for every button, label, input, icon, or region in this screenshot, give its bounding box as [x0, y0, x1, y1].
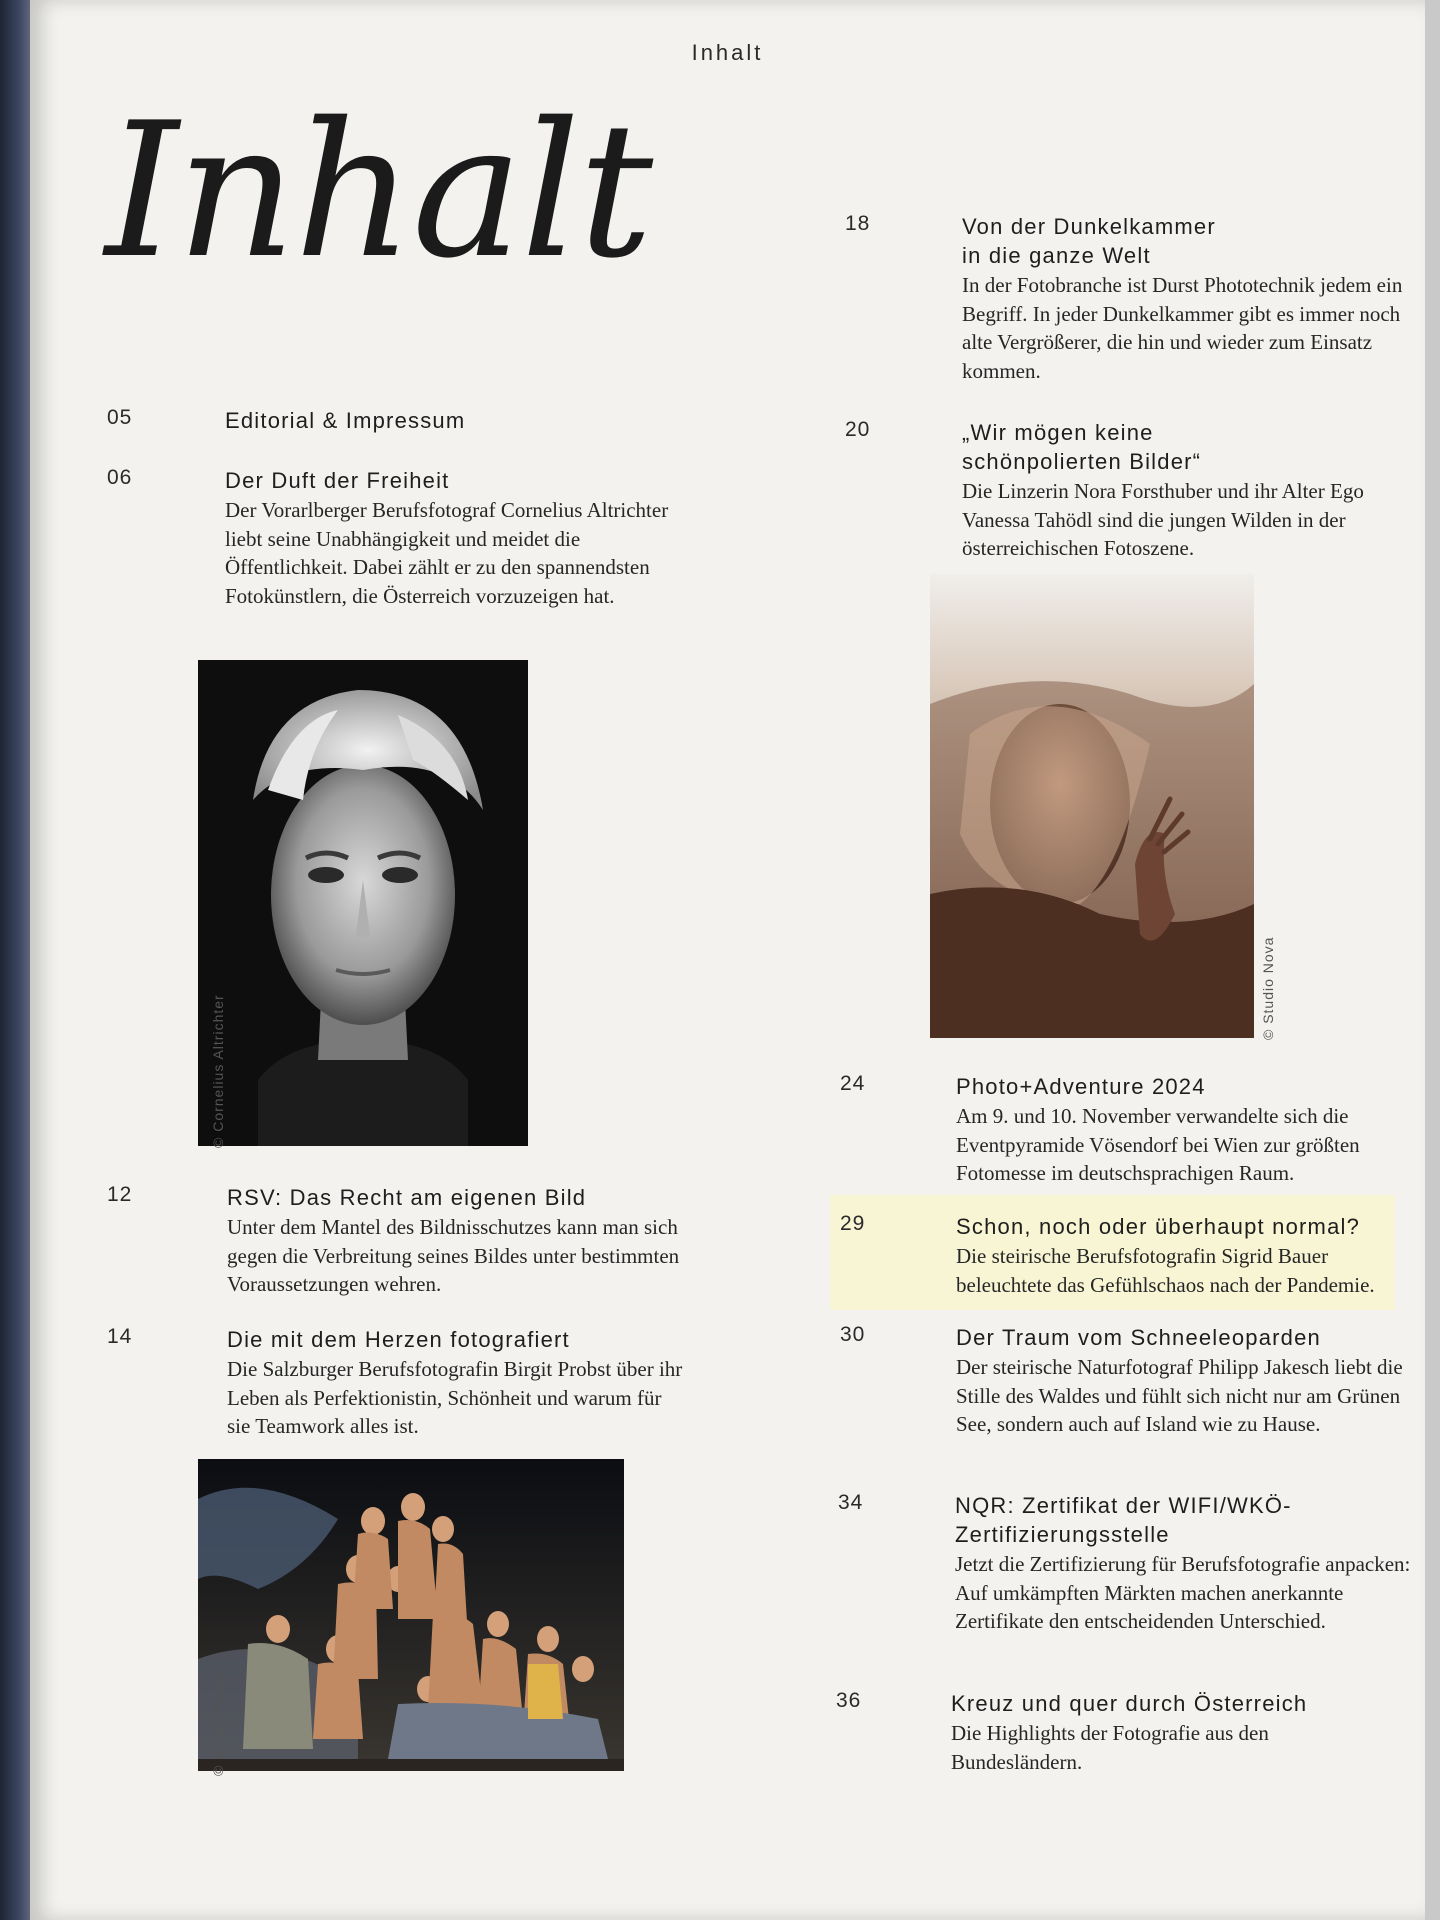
entry-description: Die Highlights der Fotografie aus den Bundesländern.: [951, 1721, 1269, 1774]
entry-description: Am 9. und 10. November verwandelte sich die Eventpyramide Vösendorf bei Wien zur größten Fotomesse im deutschsprachigen Raum.: [956, 1104, 1360, 1185]
veiled-portrait-illustration: [930, 574, 1254, 1038]
group-illustration: [198, 1459, 624, 1771]
entry-description: Die Linzerin Nora Forsthuber und ihr Alter Ego Vanessa Tahödl sind die jungen Wilden in der österreichischen Fotoszene.: [962, 479, 1364, 560]
photo-credit-probst: © Birgit Probst: [210, 1670, 226, 1776]
page-number: 05: [107, 406, 133, 429]
entry-title: RSV: Das Recht am eigenen Bild: [227, 1185, 587, 1210]
page-number: 18: [845, 212, 871, 235]
portrait-photo-altrichter: [198, 660, 528, 1146]
photo-credit-altrichter: © Cornelius Altrichter: [210, 994, 226, 1148]
entry-title: Photo+Adventure 2024: [956, 1074, 1206, 1099]
entry-title: Kreuz und quer durch Österreich: [951, 1691, 1308, 1716]
entry-title: Die mit dem Herzen fotografiert: [227, 1327, 570, 1352]
page-number: 30: [840, 1323, 866, 1346]
entry-title: Der Duft der Freiheit: [225, 468, 450, 493]
photo-credit-nova: © Studio Nova: [1260, 936, 1276, 1040]
magazine-spine: [0, 0, 34, 1920]
running-header: Inhalt: [691, 40, 764, 65]
page-title: Inhalt: [105, 82, 652, 299]
entry-description: Die steirische Berufsfotografin Sigrid Bauer beleuchtete das Gefühlschaos nach der Pandemie.: [956, 1244, 1375, 1297]
entry-description: Unter dem Mantel des Bildnisschutzes kann man sich gegen die Verbreitung seines Bildes unter bestimmten Voraussetzungen wehren.: [227, 1215, 680, 1296]
page-number: 29: [840, 1212, 866, 1235]
portrait-illustration: [198, 660, 528, 1146]
entry-title: Schon, noch oder überhaupt normal?: [956, 1214, 1361, 1239]
page-number: 34: [838, 1491, 864, 1514]
entry-title: NQR: Zertifikat der WIFI/WKÖ- Zertifizierungsstelle: [955, 1493, 1292, 1547]
page-number: 24: [840, 1072, 866, 1095]
contents-page: [30, 0, 1425, 1920]
portrait-photo-studio-nova: [930, 574, 1254, 1038]
page-number: 06: [107, 466, 133, 489]
page-number: 12: [107, 1183, 133, 1206]
entry-description: Der Vorarlberger Berufsfotograf Cornelius Altrichter liebt seine Unabhängigkeit und meidet die Öffentlichkeit. Dabei zählt er zu den spannendsten Fotokünstlern, die Österreich vorzuzeigen hat.: [225, 498, 669, 608]
entry-description: Jetzt die Zertifizierung für Berufsfotografie anpacken: Auf umkämpften Märkten machen anerkannte Zertifikate den entscheidenden Unterschied.: [955, 1552, 1411, 1633]
entry-description: Der steirische Naturfotograf Philipp Jakesch liebt die Stille des Waldes und fühlt sich nicht nur am Grünen See, sondern auch auf Island wie zu Hause.: [956, 1355, 1403, 1436]
group-photo-probst: [198, 1459, 624, 1771]
page-number: 36: [836, 1689, 862, 1712]
page-number: 20: [845, 418, 871, 441]
entry-title: Der Traum vom Schneeleoparden: [956, 1325, 1321, 1350]
entry-description: In der Fotobranche ist Durst Phototechnik jedem ein Begriff. In jeder Dunkelkammer gibt es immer noch alte Vergrößerer, die hin und wieder zum Einsatz kommen.: [962, 273, 1403, 383]
entry-title: Editorial & Impressum: [225, 408, 466, 433]
entry-title: „Wir mögen keine schönpolierten Bilder“: [962, 420, 1202, 474]
page-number: 14: [107, 1325, 133, 1348]
entry-description: Die Salzburger Berufsfotografin Birgit Probst über ihr Leben als Perfektionistin, Schönheit und warum für sie Teamwork alles ist.: [227, 1357, 683, 1438]
entry-title: Von der Dunkelkammer in die ganze Welt: [962, 214, 1216, 268]
